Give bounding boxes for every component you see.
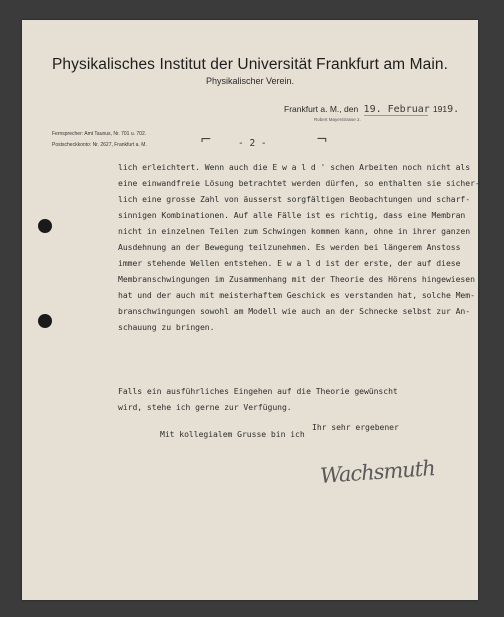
body-line: immer stehende Wellen entstehen. E w a l d ist der erste, der auf diese (118, 258, 461, 268)
pencil-mark-right: ¬ (316, 132, 328, 148)
body-line: lich eine grosse Zahl von äusserst sorgfältigen Beobachtungen und scharf- (118, 194, 471, 204)
paragraph2-line: wird, stehe ich gerne zur Verfügung. (118, 402, 292, 412)
body-line: Membranschwingungen im Zusammenhang mit der Theorie des Hörens hingewiesen (118, 274, 475, 284)
punch-hole (38, 219, 52, 233)
body-line: sinnigen Kombinationen. Auf alle Fälle ist es richtig, dass eine Membran (118, 210, 466, 220)
body-line: schauung zu bringen. (118, 322, 215, 332)
handwritten-signature: Wachsmuth (319, 456, 436, 488)
body-line: nicht in einzelnen Teilen zum Schwingen kommen kann, ohne in ihrer ganzen (118, 226, 471, 236)
date-line (284, 104, 459, 116)
page-number: - 2 - (238, 138, 267, 149)
body-line: hat und der auch mit meisterhaftem Geschick es verstanden hat, solche Mem- (118, 290, 475, 300)
letterhead-subtitle: Physikalischer Verein. (205, 76, 295, 86)
body-line: lich erleichtert. Wenn auch die E w a l d ' schen Arbeiten noch nicht als (118, 162, 471, 172)
date-place: Frankfurt a. M., den (284, 104, 359, 114)
greeting: Mit kollegialem Grusse bin ich (160, 429, 305, 439)
body-line: Ausdehnung an der Bewegung teilzunehmen. Es werden bei längerem Anstoss (118, 242, 461, 252)
body-line: eine einwandfreie Lösung betrachtet werden dürfen, so enthalten sie sicher- (118, 178, 480, 188)
pencil-mark-left: ⌐ (200, 132, 212, 148)
paragraph2-line: Falls ein ausführliches Eingehen auf die Theorie gewünscht (118, 386, 398, 396)
letter-sheet (22, 20, 478, 600)
contact-phone: Fernsprecher: Amt Taunus, Nr. 701 u. 702. (52, 131, 147, 137)
body-line: branschwingungen sowohl am Modell wie auch an der Schnecke selbst zur An- (118, 306, 471, 316)
punch-hole (38, 314, 52, 328)
contact-postal: Postscheckkonto: Nr. 2627, Frankfurt a. M. (52, 142, 147, 148)
date-typed: 19. Februar (363, 104, 430, 115)
street-address: Robert Mayerstrasse 2. (314, 117, 361, 122)
date-year-suffix: 9. (447, 104, 460, 115)
letterhead-title: Physikalisches Institut der Universität Frankfurt am Main. (51, 56, 449, 73)
closing: Ihr sehr ergebener (312, 422, 399, 432)
date-year-prefix: 191 (432, 104, 448, 114)
